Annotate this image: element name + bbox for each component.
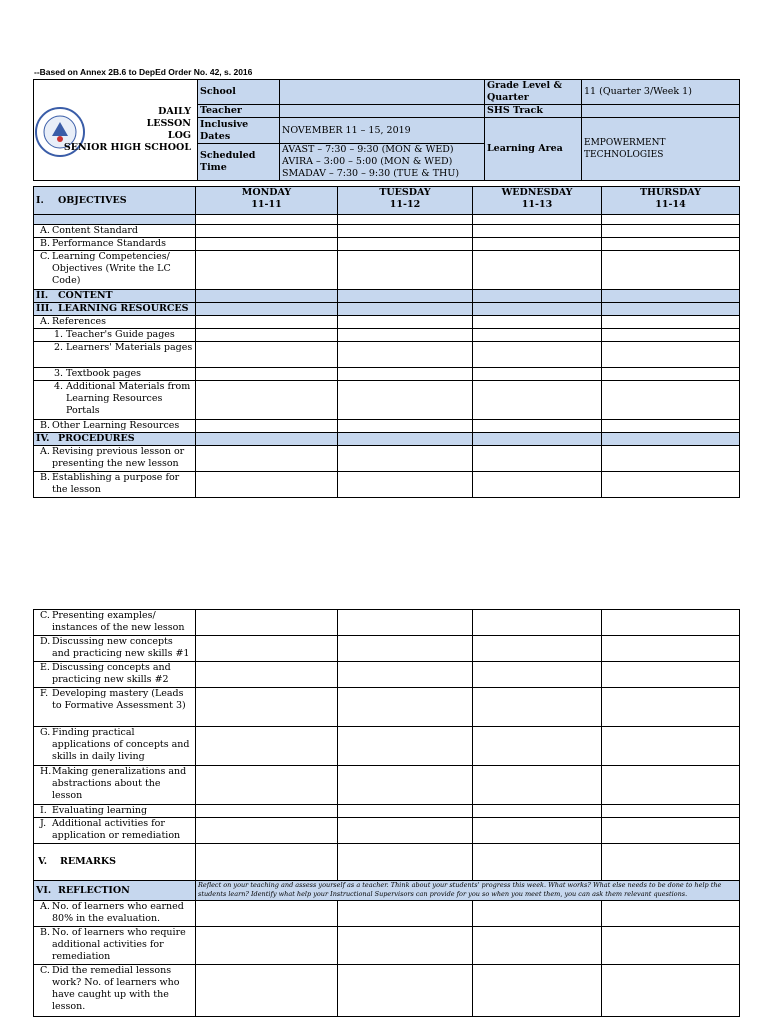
inclusive-value: NOVEMBER 11 – 15, 2019	[280, 118, 485, 144]
procedures-heading: IV. PROCEDURES	[34, 433, 196, 446]
day-header-wednesday: WEDNESDAY 11-13	[473, 187, 602, 215]
row-teachers-guide: 1. Teacher's Guide pages	[34, 329, 196, 342]
day-header-tuesday: TUESDAY 11-12	[338, 187, 473, 215]
row-procedure-d: D. Discussing new concepts and practicing new skills #1	[34, 636, 196, 662]
row-procedure-f: F. Developing mastery (Leads to Formative Assessment 3)	[34, 688, 196, 727]
row-procedure-h: H. Making generalizations and abstractions about the lesson	[34, 766, 196, 805]
log-title-line: DAILY	[158, 106, 191, 117]
school-value	[280, 80, 485, 105]
schedule-line: AVIRA – 3:00 – 5:00 (MON & WED)	[282, 156, 453, 167]
row-performance-standards: B. Performance Standards	[34, 238, 196, 251]
track-label: SHS Track	[485, 105, 582, 118]
remarks-heading: V. REMARKS	[34, 844, 196, 881]
row-procedure-g: G. Finding practical applications of concepts and skills in daily living	[34, 727, 196, 766]
reflection-note: Reflect on your teaching and assess yourself as a teacher. Think about your students' progress this week. What works? What else needs to be done to help the students learn? Identify what help your Instructional Supervisors can provide for you so when you meet them, you can ask them relevant questions.	[196, 881, 740, 901]
row-procedure-j: J. Additional activities for application or remediation	[34, 818, 196, 844]
row-reflection-b: B. No. of learners who require additional activities for remediation	[34, 927, 196, 965]
header-table	[33, 79, 740, 181]
grade-value: 11 (Quarter 3/Week 1)	[582, 80, 740, 105]
row-learners-materials: 2. Learners' Materials pages	[34, 342, 196, 368]
log-title-line: LESSON	[146, 118, 191, 129]
teacher-label: Teacher	[198, 105, 280, 118]
row-reflection-c: C. Did the remedial lessons work? No. of learners who have caught up with the lesson.	[34, 965, 196, 1017]
row-reflection-a: A. No. of learners who earned 80% in the evaluation.	[34, 901, 196, 927]
row-other-resources: B. Other Learning Resources	[34, 420, 196, 433]
log-title-line: LOG	[167, 130, 191, 141]
row-competencies: C. Learning Competencies/ Objectives (Write the LC Code)	[34, 251, 196, 290]
track-value	[582, 105, 740, 118]
row-additional-materials: 4. Additional Materials from Learning Resources Portals	[34, 381, 196, 420]
lesson-table-page2	[33, 609, 740, 1017]
inclusive-label: Inclusive Dates	[198, 118, 280, 144]
reflection-heading: VI. REFLECTION	[34, 881, 196, 901]
teacher-value	[280, 105, 485, 118]
row-procedure-i: I. Evaluating learning	[34, 805, 196, 818]
row-procedure-a: A. Revising previous lesson or presenting the new lesson	[34, 446, 196, 472]
school-label: School	[198, 80, 280, 105]
lesson-table-page1	[33, 186, 740, 498]
spacer-row	[34, 215, 196, 225]
row-references: A. References	[34, 316, 196, 329]
row-procedure-b: B. Establishing a purpose for the lesson	[34, 472, 196, 498]
row-procedure-c: C. Presenting examples/ instances of the new lesson	[34, 610, 196, 636]
schedule-line: AVAST – 7:30 – 9:30 (MON & WED)	[282, 144, 454, 155]
resources-heading: III. LEARNING RESOURCES	[34, 303, 196, 316]
row-procedure-e: E. Discussing concepts and practicing new skills #2	[34, 662, 196, 688]
day-header-monday: MONDAY 11-11	[196, 187, 338, 215]
objectives-heading: I. OBJECTIVES	[34, 187, 196, 215]
log-title-line: SENIOR HIGH SCHOOL	[63, 142, 191, 153]
content-heading: II. CONTENT	[34, 290, 196, 303]
area-label: Learning Area	[485, 118, 582, 181]
log-title-cell	[34, 80, 198, 181]
scheduled-label: Scheduled Time	[198, 144, 280, 181]
grade-label: Grade Level & Quarter	[485, 80, 582, 105]
row-content-standard: A. Content Standard	[34, 225, 196, 238]
scheduled-value	[280, 144, 485, 181]
annex-note: --Based on Annex 2B.6 to DepEd Order No. 42, s. 2016	[34, 67, 253, 77]
schedule-line: SMADAV – 7:30 – 9:30 (TUE & THU)	[282, 168, 460, 179]
row-textbook-pages: 3. Textbook pages	[34, 368, 196, 381]
day-header-thursday: THURSDAY 11-14	[602, 187, 740, 215]
area-value: EMPOWERMENT TECHNOLOGIES	[582, 118, 740, 181]
